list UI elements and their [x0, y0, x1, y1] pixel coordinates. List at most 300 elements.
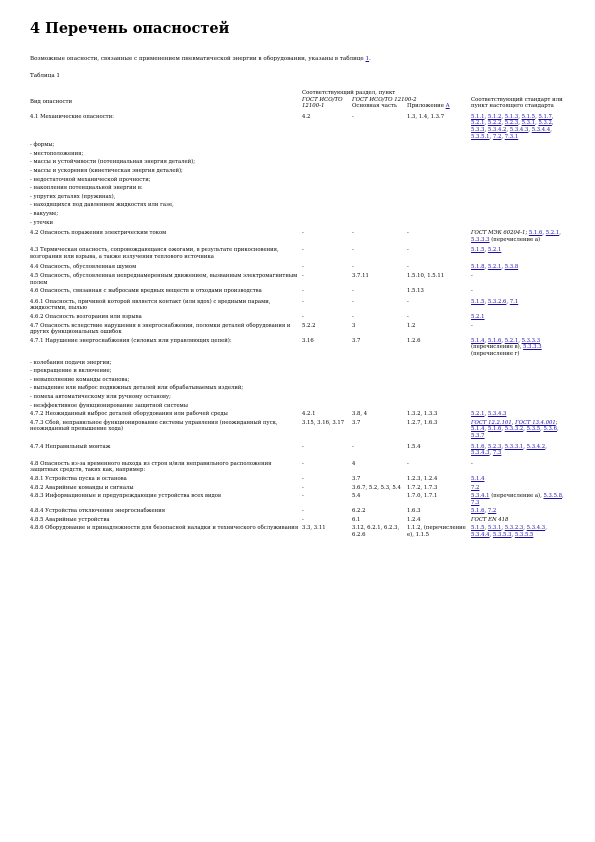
reference-link[interactable]: 5.2.1	[487, 247, 502, 254]
appendix-cell	[407, 159, 471, 168]
reference-text: ,	[559, 230, 561, 237]
main-part-cell	[352, 368, 407, 377]
gost-12100-1-cell	[302, 177, 352, 186]
hazard-cell: 4.3 Термическая опасность, сопровождающаяся ожогами, в результате прикосновения, возгорания или взрыва, а также излучения теплового источника	[30, 247, 279, 260]
appendix-cell	[407, 142, 471, 151]
header-this-standard: Соответствующий стандарт или пункт настоящего стандарта	[471, 96, 563, 110]
standard-reference-cell	[471, 314, 570, 323]
reference-text: (перечисление в),	[471, 344, 524, 351]
main-part-cell	[352, 142, 407, 151]
reference-link[interactable]: 5.3.3.3	[521, 337, 541, 344]
main-part-cell: 3.8, 4	[352, 411, 368, 418]
table-row	[30, 220, 570, 231]
standard-reference-cell	[471, 230, 570, 247]
gost-12100-1-cell	[302, 185, 352, 194]
standard-reference-cell	[471, 159, 570, 168]
hazard-cell: 4.8.1 Устройства пуска и останова	[30, 475, 127, 482]
table-row	[30, 338, 570, 360]
reference-text: ,	[523, 443, 527, 450]
reference-text: ,	[484, 337, 488, 344]
appendix-cell	[407, 220, 471, 231]
gost-12100-1-cell: 3.15, 3.16, 3.17	[302, 419, 345, 426]
table-row	[30, 202, 570, 211]
hazard-cell: - колебания подачи энергии;	[30, 359, 112, 366]
table-row	[30, 185, 570, 194]
standard-reference-cell	[471, 299, 570, 314]
appendix-cell	[407, 211, 471, 220]
hazard-cell: - формы;	[30, 142, 55, 149]
hazard-cell: - невыполнение команды останова;	[30, 376, 130, 383]
table-row	[30, 385, 570, 394]
hazard-cell: 4.7.1 Нарушение энергоснабжения (силовых или управляющих цепей):	[30, 337, 232, 344]
gost-12100-1-cell	[302, 403, 352, 412]
reference-link[interactable]: 5.1.6	[471, 443, 485, 450]
table-row	[30, 194, 570, 203]
reference-link[interactable]: 5.2.1	[471, 411, 485, 418]
appendix-cell: 1.2.6	[407, 337, 421, 344]
reference-link[interactable]: 5.3.7	[471, 432, 485, 439]
reference-link[interactable]: 5.3.3.3	[523, 344, 542, 351]
main-part-cell: 5.4	[352, 493, 361, 500]
reference-text: ,	[506, 126, 510, 133]
reference-link[interactable]: 5.1.4	[471, 337, 485, 344]
reference-text: ,	[484, 443, 488, 450]
standard-reference-cell	[471, 461, 570, 476]
table-row	[30, 403, 570, 412]
gost-12100-1-cell: -	[302, 273, 304, 280]
hazard-cell: - массы и ускорения (кинетическая энергия деталей);	[30, 167, 183, 174]
standard-reference-cell	[471, 338, 570, 360]
standard-reference-cell	[471, 185, 570, 194]
reference-link[interactable]: 5.3.2.3	[504, 525, 524, 532]
appendix-cell: 1.5.4	[407, 443, 421, 450]
appendix-cell: 1.5.13	[407, 288, 424, 295]
reference-link[interactable]: 5.1.5	[471, 525, 485, 532]
main-part-cell: 3	[352, 322, 356, 329]
reference-link[interactable]: 7.3	[471, 499, 480, 506]
appendix-cell: 1.2.7, 1.6.3	[407, 419, 438, 426]
main-part-cell	[352, 194, 407, 203]
reference-text: ,	[523, 426, 527, 433]
gost-12100-1-cell: -	[302, 230, 304, 237]
reference-link[interactable]: 5.1.7	[538, 113, 552, 120]
reference-link[interactable]: 5.3.6	[543, 426, 557, 433]
reference-link[interactable]: 5.2.3	[504, 120, 519, 127]
gost-12100-1-cell: -	[302, 288, 304, 295]
reference-link[interactable]: 5.3.4.4	[531, 126, 551, 133]
table-row	[30, 168, 570, 177]
main-part-cell: -	[352, 443, 354, 450]
hazard-cell: - массы и устойчивости (потенциальная энергия деталей);	[30, 159, 196, 166]
reference-link[interactable]: 5.1.2	[487, 113, 502, 120]
reference-link[interactable]: 5.1.6	[528, 230, 543, 237]
appendix-cell	[407, 202, 471, 211]
reference-link[interactable]: 5.2.1	[545, 230, 560, 237]
standard-reference-cell	[471, 517, 570, 526]
gost-12100-1-cell: -	[302, 508, 304, 515]
reference-text: ,	[489, 532, 493, 539]
reference-text: ;	[525, 230, 529, 237]
gost-12100-1-cell	[302, 220, 352, 231]
reference-link[interactable]: 5.2.1	[471, 314, 485, 321]
standard-reference-cell	[471, 368, 570, 377]
reference-text: (перечисление а)	[489, 236, 541, 243]
gost-12100-1-cell: -	[302, 247, 304, 254]
table-row	[30, 508, 570, 517]
appendix-cell	[407, 385, 471, 394]
table-row	[30, 264, 570, 273]
table-row	[30, 493, 570, 508]
standard-reference-cell	[471, 385, 570, 394]
table-row	[30, 420, 570, 444]
reference-link[interactable]: 5.3.4.3	[509, 126, 529, 133]
reference-link[interactable]: 5.1.6	[487, 426, 502, 433]
reference-link[interactable]: 5.2.1	[487, 264, 502, 271]
hazard-cell: 4.8.3 Информационные и предупреждающие устройства всех видов	[30, 493, 221, 500]
standard-reference-cell	[471, 508, 570, 517]
table-row	[30, 323, 570, 338]
standard-reference-cell	[471, 525, 570, 542]
gost-12100-1-cell	[302, 360, 352, 369]
reference-text: ,	[501, 133, 505, 140]
standard-reference-cell	[471, 114, 570, 142]
appendix-cell	[407, 360, 471, 369]
reference-link[interactable]: 5.3.4.3	[471, 450, 490, 457]
reference-text: ,	[501, 264, 505, 271]
hazard-cell: - недостаточной механической прочности;	[30, 176, 151, 183]
appendix-cell	[407, 168, 471, 177]
hazard-cell: - вакууме;	[30, 210, 59, 217]
table-row	[30, 114, 570, 142]
gost-12100-1-cell	[302, 377, 352, 386]
reference-link[interactable]: 5.3.1	[487, 525, 502, 532]
hazard-cell: 4.4 Опасность, обусловленная шумом	[30, 264, 137, 271]
hazard-cell: 4.5 Опасность, обусловленная непреднамеренным движением, вызванным электромагнитным полем	[30, 273, 298, 286]
reference-link[interactable]: 5.1.8	[471, 264, 485, 271]
gost-12100-1-cell	[302, 211, 352, 220]
reference-text: ,	[489, 450, 493, 457]
reference-text: -	[471, 288, 473, 295]
appendix-cell	[407, 377, 471, 386]
main-part-cell: -	[352, 298, 354, 305]
table-row	[30, 211, 570, 220]
standard-reference-cell	[471, 420, 570, 444]
table-row	[30, 230, 570, 247]
main-part-cell: -	[352, 314, 354, 321]
table-row	[30, 444, 570, 461]
header-hazard-type: Вид опасности	[30, 98, 73, 105]
reference-link[interactable]: 5.3.3	[471, 126, 485, 133]
main-part-cell: 3.7.11	[352, 273, 369, 280]
reference-link[interactable]: 5.2.1	[504, 337, 519, 344]
hazard-cell: - неэффективное функционирование защитной системы	[30, 402, 188, 409]
reference-link[interactable]: 5.3.5	[526, 426, 541, 433]
table-1-link[interactable]: 1	[365, 56, 370, 62]
reference-link[interactable]: ГОСТ 13.4.001	[515, 419, 556, 426]
reference-text: ,	[511, 419, 516, 426]
reference-text: ,	[501, 443, 505, 450]
appendix-cell: 1.3.2, 1.3.3	[407, 411, 438, 418]
appendix-cell	[407, 403, 471, 412]
gost-12100-1-cell: 3.3, 3.11	[302, 525, 326, 532]
reference-link[interactable]: 5.1.5	[471, 298, 485, 305]
gost-12100-1-cell: -	[302, 460, 304, 467]
gost-12100-1-cell: -	[302, 264, 304, 271]
gost-12100-1-cell	[302, 168, 352, 177]
reference-text: ,	[489, 133, 493, 140]
reference-link[interactable]: 7.2	[492, 133, 502, 140]
header-main-part: Основная часть	[352, 103, 397, 110]
standard-reference-cell	[471, 394, 570, 403]
table-row	[30, 368, 570, 377]
table-row	[30, 142, 570, 151]
reference-text: ,	[484, 525, 488, 532]
appendix-cell: -	[407, 298, 409, 305]
reference-link[interactable]: ГОСТ 12.2.101	[471, 419, 512, 426]
gost-12100-1-cell: -	[302, 314, 304, 321]
reference-text: ,	[511, 532, 515, 539]
gost-12100-1-cell	[302, 385, 352, 394]
reference-text: ,	[528, 126, 532, 133]
gost-12100-1-cell: 4.2	[302, 113, 311, 120]
reference-link[interactable]: 5.3.2	[538, 120, 552, 127]
hazard-cell: 4.8.4 Устройства отключения энергоснабжения	[30, 508, 166, 515]
appendix-cell	[407, 194, 471, 203]
reference-link[interactable]: 5.1.6	[471, 508, 485, 515]
hazard-cell: 4.2 Опасность поражения электрическим током	[30, 230, 167, 237]
standard-reference-cell	[471, 485, 570, 494]
reference-link[interactable]: 5.3.4.4	[471, 532, 490, 539]
table-row	[30, 288, 570, 299]
header-appendix	[407, 103, 471, 114]
reference-link[interactable]: 5.1.6	[487, 337, 502, 344]
table-row	[30, 476, 570, 485]
intro-text: Возможные опасности, связанные с применением пневматической энергии в оборудовании, указаны в таблице	[30, 56, 366, 62]
main-part-cell: 3.7	[352, 419, 361, 426]
main-part-cell	[352, 168, 407, 177]
reference-text: ,	[501, 337, 505, 344]
reference-text: ,	[501, 426, 505, 433]
appendix-cell: 1.7.0, 1.7.1	[407, 493, 438, 500]
reference-text: ,	[535, 120, 539, 127]
standard-reference-cell	[471, 202, 570, 211]
table-row	[30, 314, 570, 323]
reference-link[interactable]: 5.3.3.1	[504, 443, 524, 450]
appendix-cell: -	[407, 460, 409, 467]
main-part-cell: 3.7	[352, 475, 361, 482]
main-part-cell	[352, 185, 407, 194]
standard-reference-cell	[471, 264, 570, 273]
main-part-cell	[352, 394, 407, 403]
appendix-cell	[407, 368, 471, 377]
reference-text: ,	[484, 126, 488, 133]
appendix-cell: -	[407, 264, 409, 271]
reference-link[interactable]: 5.3.4.3	[526, 525, 546, 532]
reference-text: ,	[535, 113, 539, 120]
main-part-cell	[352, 151, 407, 160]
reference-link[interactable]: 5.2.1	[471, 120, 485, 127]
page-title: 4 Перечень опасностей	[30, 20, 230, 37]
reference-text: ,	[518, 120, 522, 127]
appendix-cell: 1.6.3	[407, 508, 421, 515]
gost-12100-1-cell: 3.16	[302, 337, 314, 344]
appendix-cell: 1.7.2, 1.7.3	[407, 484, 438, 491]
main-part-cell	[352, 202, 407, 211]
reference-text: ,	[484, 120, 488, 127]
appendix-cell	[407, 185, 471, 194]
reference-link[interactable]: 5.3.3.2	[504, 426, 524, 433]
standard-reference-cell	[471, 493, 570, 508]
reference-link[interactable]: 5.3.4.2	[526, 443, 546, 450]
appendix-cell: 1.2.4	[407, 516, 421, 523]
hazard-cell: 4.1 Механические опасности:	[30, 113, 114, 120]
hazard-cell: - находящихся под давлением жидкостях или газе,	[30, 202, 174, 209]
reference-text: ,	[542, 230, 546, 237]
reference-link[interactable]: 5.3.4.2	[487, 126, 507, 133]
standard-reference-cell	[471, 444, 570, 461]
main-part-cell	[352, 385, 407, 394]
appendix-cell: 1.2	[407, 322, 416, 329]
appendix-cell: 1.3, 1.4, 1.3.7	[407, 113, 445, 120]
standard-reference-cell	[471, 168, 570, 177]
hazard-cell: - выпадение или выброс подвижных деталей или обрабатываемых изделий;	[30, 385, 244, 392]
appendix-cell: 1.1.2, (перечисление е), 1.1.5	[407, 525, 466, 539]
table-row	[30, 461, 570, 476]
main-part-cell: 6.1	[352, 516, 361, 523]
table-row	[30, 525, 570, 542]
standard-reference-cell	[471, 142, 570, 151]
appendix-cell	[407, 151, 471, 160]
appendix-a-link[interactable]: А	[445, 103, 450, 110]
reference-link[interactable]: 5.2.3	[487, 443, 502, 450]
hazard-cell: 4.6 Опасность, связанная с выбросами вредных веществ и отходами производства	[30, 288, 262, 295]
reference-link[interactable]: 5.3.8	[504, 264, 519, 271]
reference-text: ,	[523, 525, 527, 532]
hazard-cell: 4.8.2 Аварийные команды и сигналы	[30, 484, 134, 491]
main-part-cell	[352, 403, 407, 412]
reference-link[interactable]: 5.1.5	[471, 247, 485, 254]
gost-12100-1-cell	[302, 142, 352, 151]
gost-12100-1-cell: -	[302, 298, 304, 305]
table-row	[30, 247, 570, 264]
gost-12100-1-cell	[302, 151, 352, 160]
reference-link[interactable]: 7.3	[492, 450, 502, 457]
reference-text: ,	[501, 120, 505, 127]
appendix-cell: 1.5.10, 1.5.11	[407, 273, 445, 280]
reference-link[interactable]: 5.1.4	[471, 426, 485, 433]
reference-text: ,	[484, 508, 488, 515]
standard-reference-cell	[471, 220, 570, 231]
reference-text: ,	[484, 411, 488, 418]
table-row	[30, 360, 570, 369]
reference-link[interactable]: 7.2	[471, 484, 480, 491]
reference-text: ,	[484, 426, 488, 433]
standard-reference-cell	[471, 211, 570, 220]
standard-reference-cell	[471, 194, 570, 203]
header-appendix-label: Приложение	[407, 103, 446, 110]
reference-text: -	[471, 460, 473, 467]
reference-text: ,	[562, 493, 564, 500]
gost-12100-1-cell: 5.2.2	[302, 322, 316, 329]
reference-link[interactable]: 5.3.5.1	[471, 133, 490, 140]
reference-text: ГОСТ МЭК 60204-1	[471, 230, 526, 237]
reference-text: ,	[484, 264, 488, 271]
main-part-cell	[352, 360, 407, 369]
main-part-cell	[352, 159, 407, 168]
standard-reference-cell	[471, 288, 570, 299]
gost-12100-1-cell	[302, 368, 352, 377]
reference-link[interactable]: 5.2.2	[487, 120, 502, 127]
reference-text: ,	[518, 337, 522, 344]
table-row	[30, 273, 570, 288]
main-part-cell: -	[352, 288, 354, 295]
reference-link[interactable]: 5.3.5.3	[492, 532, 512, 539]
reference-link[interactable]: 5.3.4.3	[487, 411, 507, 418]
reference-link[interactable]: 5.1.4	[471, 475, 485, 482]
reference-link[interactable]: 5.1.5	[521, 113, 536, 120]
reference-text: ,	[484, 247, 488, 254]
reference-text: ,	[540, 426, 544, 433]
main-part-cell: -	[352, 230, 354, 237]
reference-link[interactable]: 5.1.1	[471, 113, 485, 120]
reference-link[interactable]: 7.2	[487, 508, 497, 515]
hazard-cell: 4.8.6 Оборудование и принадлежности для безопасной наладки и технического обслуживания	[30, 525, 299, 532]
appendix-cell: -	[407, 314, 409, 321]
reference-link[interactable]: 5.3.3.3	[471, 236, 490, 243]
hazard-cell: - утечки	[30, 219, 53, 226]
reference-text: ,	[556, 426, 559, 433]
standard-reference-cell	[471, 476, 570, 485]
header-gost-12100-1: ГОСТ ИСО/ТО 12100-1	[302, 96, 343, 110]
reference-link[interactable]: 5.3.2.6	[487, 298, 507, 305]
reference-link[interactable]: 5.3.5.8	[543, 493, 563, 500]
reference-link[interactable]: 7.1	[509, 298, 519, 305]
hazard-cell: 4.7.3 Сбой, неправильное функционирование системы управления (неожиданный пуск, неожиданный превышение хода)	[30, 419, 278, 433]
table-row	[30, 411, 570, 420]
intro-paragraph	[30, 56, 570, 63]
hazard-cell: - помеха автоматическому или ручному останову;	[30, 393, 171, 400]
reference-link[interactable]: 5.3.1	[521, 120, 536, 127]
reference-text: ,	[484, 113, 488, 120]
gost-12100-1-cell	[302, 159, 352, 168]
main-part-cell	[352, 377, 407, 386]
reference-link[interactable]: 5.3.5.5	[514, 532, 534, 539]
gost-12100-1-cell: -	[302, 484, 304, 491]
gost-12100-1-cell: -	[302, 493, 304, 500]
reference-text: ,	[545, 525, 547, 532]
main-part-cell: 3.7	[352, 337, 361, 344]
standard-reference-cell	[471, 411, 570, 420]
gost-12100-1-cell: 4.2.1	[302, 411, 316, 418]
reference-link[interactable]: 5.3.4.1	[471, 493, 490, 500]
standard-reference-cell	[471, 403, 570, 412]
reference-link[interactable]: 5.1.3	[504, 113, 519, 120]
standard-reference-cell	[471, 377, 570, 386]
main-part-cell: 3.6.7, 5.2, 5.3, 5.4	[352, 484, 401, 491]
standard-reference-cell	[471, 151, 570, 160]
header-gost-12100-2: ГОСТ ИСО/ТО 12100-2	[352, 96, 417, 103]
table-row	[30, 177, 570, 186]
main-part-cell: 6.2.2	[352, 508, 366, 515]
reference-text: (перечисление г)	[471, 351, 520, 357]
appendix-cell: -	[407, 230, 409, 237]
reference-text: ,	[551, 113, 554, 120]
reference-link[interactable]: 7.3.1	[504, 133, 519, 140]
standard-reference-cell	[471, 273, 570, 288]
reference-text: ,	[545, 443, 547, 450]
table-label: Таблица 1	[30, 73, 60, 79]
main-part-cell: 3.12, 6.2.1, 6.2.3, 6.2.6	[352, 525, 400, 539]
